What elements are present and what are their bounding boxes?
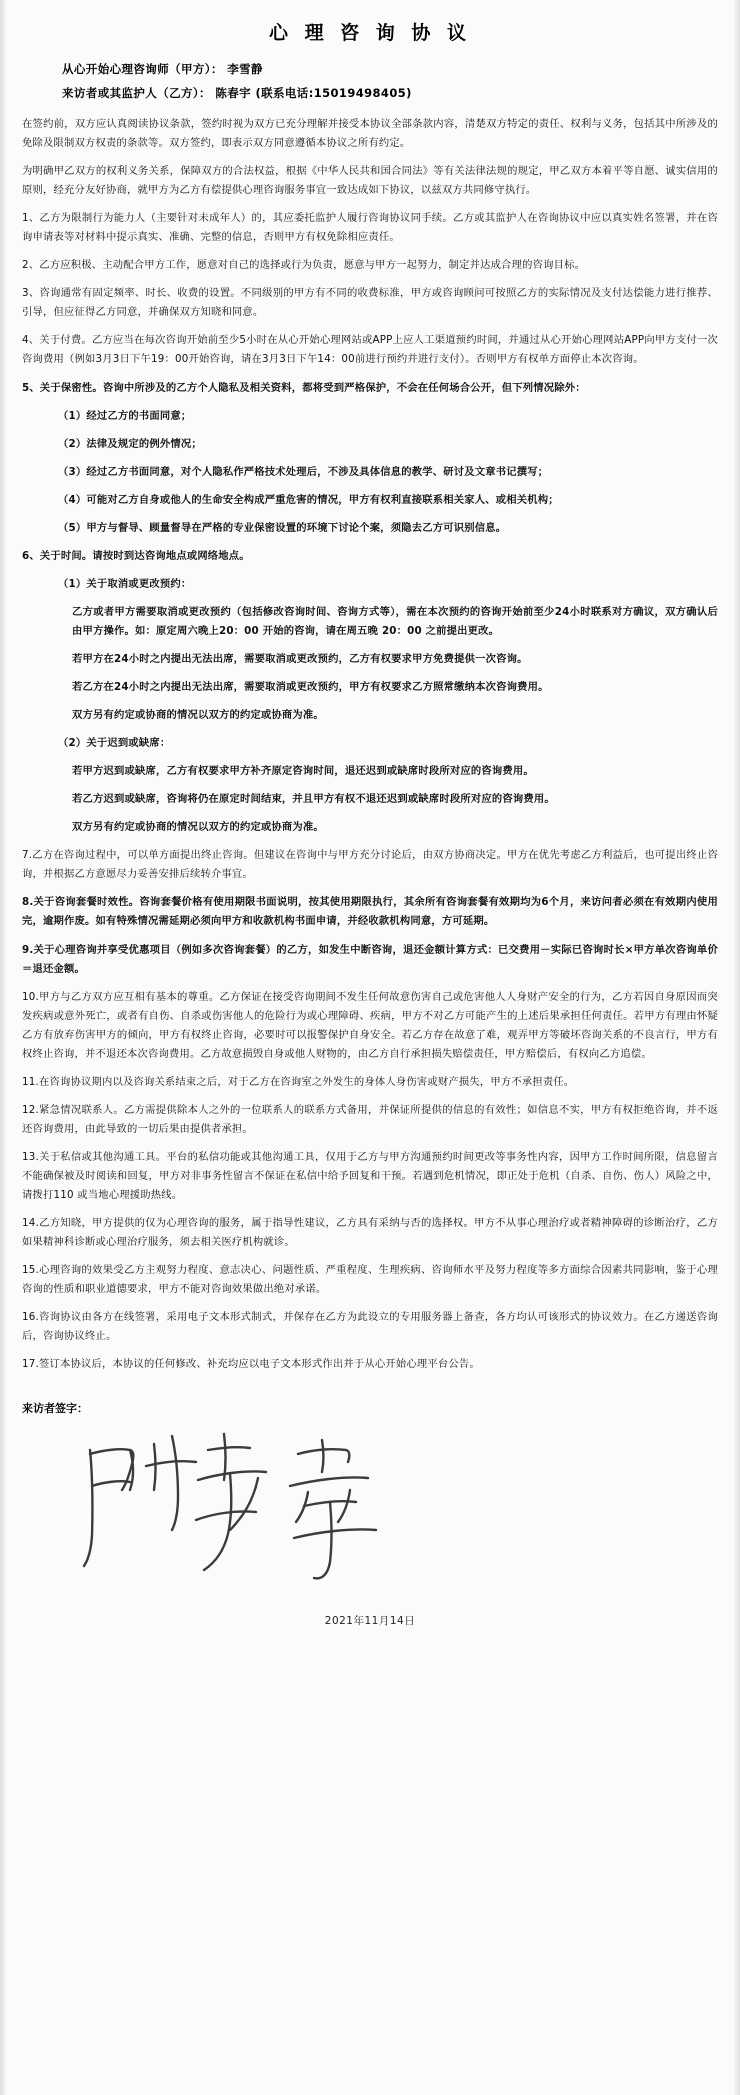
signature-label: 来访者签字：: [22, 1402, 88, 1416]
clause-subitem: 双方另有约定或协商的情况以双方的约定或协商为准。: [72, 709, 324, 722]
clause-paragraph: 14.乙方知晓，甲方提供的仅为心理咨询的服务，属于指导性建议，乙方具有采纳与否的选择权。甲方不从事心理治疗或者精神障碍的诊断治疗，乙方如果精神科诊断或心理治疗服务，须去相关医疗机构就诊。: [22, 1217, 718, 1249]
clause-subitem: （1）经过乙方的书面同意；: [58, 409, 192, 422]
party-b-line: 来访者或其监护人（乙方）： 陈春宇 (联系电话:15019498405): [62, 86, 412, 100]
clause-subitem: （1）关于取消或更改预约：: [58, 577, 192, 590]
clause-subitem: 若甲方在24小时之内提出无法出席，需要取消或更改预约，乙方有权要求甲方免费提供一次咨询。: [72, 652, 528, 665]
clause-subitem: （2）关于迟到或缺席：: [58, 737, 171, 750]
clause-paragraph: 13.关于私信或其他沟通工具。平台的私信功能或其他沟通工具，仅用于乙方与甲方沟通预约时间更改等事务性内容，因甲方工作时间所限，信息留言不能确保被及时阅读和回复，甲方对非事务性留言不保证在私信中给予回复和干预。若遇到危机情况，即正处于危机（自杀、自伤、伤人）风险之中，请拨打110 或当地心理援助热线。: [22, 1150, 718, 1202]
contract-body: [22, 115, 718, 1374]
clause-paragraph: 2、乙方应积极、主动配合甲方工作，愿意对自己的选择或行为负责，愿意与甲方一起努力，制定并达成合理的咨询目标。: [22, 259, 586, 272]
clause-subitem: （3）经过乙方书面同意，对个人隐私作严格技术处理后，不涉及具体信息的教学、研讨及文章书记撰写；: [58, 465, 549, 478]
clause-paragraph: 5、关于保密性。咨询中所涉及的乙方个人隐私及相关资料，都将受到严格保护，不会在任何场合公开，但下列情况除外：: [22, 381, 586, 394]
clause-subitem: 若乙方迟到或缺席，咨询将仍在原定时间结束，并且甲方有权不退还迟到或缺席时段所对应的咨询费用。: [72, 793, 555, 806]
clause-subitem: （4）可能对乙方自身或他人的生命安全构成严重危害的情况，甲方有权利直接联系相关家人、或相关机构；: [58, 493, 559, 506]
clause-paragraph: 在签约前，双方应认真阅读协议条款，签约时视为双方已充分理解并接受本协议全部条款内容，清楚双方特定的责任、权利与义务，包括其中所涉及的免除及限制双方权责的条款等。双方签约，即表示双方同意遵循本协议之所有约定。: [22, 118, 718, 150]
clause-paragraph: 为明确甲乙双方的权利义务关系，保障双方的合法权益，根据《中华人民共和国合同法》等有关法律法规的规定，甲乙双方本着平等自愿、诚实信用的原则，经充分友好协商，就甲方为乙方有偿提供心理咨询服务事宜一致达成如下协议，以兹双方共同修守执行。: [22, 165, 718, 197]
page-left-shadow: [0, 0, 7, 2095]
clause-paragraph: 1、乙方为限制行为能力人（主要针对未成年人）的，其应委托监护人履行咨询协议同手续。乙方或其监护人在咨询协议中应以真实姓名签署，并在咨询申请表等对材料中提示真实、准确、完整的信息，否则甲方有权免除相应责任。: [22, 212, 718, 244]
clause-subitem: （2）法律及规定的例外情况；: [58, 437, 202, 450]
clause-paragraph: 10.甲方与乙方双方应互相有基本的尊重。乙方保证在接受咨询期间不发生任何故意伤害自己或危害他人人身财产安全的行为，乙方若因自身原因而突发疾病或意外死亡，或者有自伤、自杀或伤害他人的危险行为或心理障碍、疾病，甲方不对乙方可能产生的上述后果承担任何责任。若甲方有理由怀疑乙方有放弃伤害甲方的倾向，甲方有权终止咨询，必要时可以报警保护自身安全。若乙方存在故意了难，观弄甲方等破坏咨询关系的不良言行，甲方有权终止咨询，并不退还本次咨询费用。乙方故意损毁自身或他人财物的，由乙方自行承担损失赔偿责任，甲方赔偿后，有权向乙方追偿。: [22, 990, 718, 1060]
clause-paragraph: 4、关于付费。乙方应当在每次咨询开始前至少5小时在从心开始心理网站或APP上应人工渠道预约时间，并通过从心开始心理网站APP向甲方支付一次咨询费用（例如3月3日下午19：00开始咨询，请在3月3日下午14：00前进行预约并进行支付）。否则甲方有权单方面停止本次咨询。: [22, 334, 718, 366]
party-a-line: 从心开始心理咨询师（甲方）： 李雪静: [62, 62, 263, 76]
clause-paragraph: 3、咨询通常有固定频率、时长、收费的设置。不同级别的甲方有不同的收费标准，甲方或咨询顾问可按照乙方的实际情况及支付达偿能力进行推荐、引导，但应征得乙方同意，并确保双方知晓和同意。: [22, 287, 718, 319]
signature-date: 2021年11月14日: [324, 1615, 416, 1628]
page-title: 心 理 咨 询 协 议: [268, 22, 472, 44]
clause-subitem: 若甲方迟到或缺席，乙方有权要求甲方补齐原定咨询时间，退还迟到或缺席时段所对应的咨询费用。: [72, 765, 534, 778]
signature-area: [68, 1420, 718, 1595]
clause-paragraph: 11.在咨询协议期内以及咨询关系结束之后，对于乙方在咨询室之外发生的身体人身伤害或财产损失，甲方不承担责任。: [22, 1075, 575, 1088]
clause-paragraph: 9.关于心理咨询并享受优惠项目（例如多次咨询套餐）的乙方，如发生中断咨询，退还金额计算方式：已交费用－实际已咨询时长×甲方单次咨询单价＝退还金额。: [22, 943, 718, 975]
clause-paragraph: 17.签订本协议后，本协议的任何修改、补充均应以电子文本形式作出并于从心开始心理平台公告。: [22, 1358, 480, 1371]
clause-paragraph: 12.紧急情况联系人。乙方需提供除本人之外的一位联系人的联系方式备用，并保证所提供的信息的有效性；如信息不实，甲方有权拒绝咨询，并不返还咨询费用，由此导致的一切后果由提供者承担。: [22, 1103, 718, 1135]
clause-paragraph: 8.关于咨询套餐时效性。咨询套餐价格有使用期限书面说明，按其使用期限执行，其余所有咨询套餐有效期均为6个月，来访问者必须在有效期内使用完，逾期作废。如有特殊情况需延期必须向甲方和收款机构书面申请，并经收款机构同意，方可延期。: [22, 896, 718, 928]
clause-paragraph: 6、关于时间。请按时到达咨询地点或网络地点。: [22, 549, 250, 562]
clause-subitem: 乙方或者甲方需要取消或更改预约（包括修改咨询时间、咨询方式等），需在本次预约的咨询开始前至少24小时联系对方确议，双方确认后由甲方操作。如：原定周六晚上20：00 开始的咨询，请在周五晚 20：00 之前提出更改。: [72, 605, 718, 637]
clause-paragraph: 7.乙方在咨询过程中，可以单方面提出终止咨询。但建议在咨询中与甲方充分讨论后，由双方协商决定。甲方在优先考虑乙方利益后，也可提出终止咨询，并根据乙方意愿尽力妥善安排后续转介事宜。: [22, 849, 718, 881]
clause-paragraph: 15.心理咨询的效果受乙方主观努力程度、意志决心、问题性质、严重程度、生理疾病、咨询师水平及努力程度等多方面综合因素共同影响，鉴于心理咨询的性质和职业道德要求，甲方不能对咨询效果做出绝对承诺。: [22, 1264, 718, 1296]
page-right-shadow: [733, 0, 740, 2095]
clause-paragraph: 16.咨询协议由各方在线签署，采用电子文本形式制式，并保存在乙方为此设立的专用服务器上备查，各方均认可该形式的协议效力。在乙方递送咨询后，咨询协议终止。: [22, 1311, 718, 1343]
clause-subitem: 双方另有约定或协商的情况以双方的约定或协商为准。: [72, 821, 324, 834]
clause-subitem: （5）甲方与督导、顾量督导在严格的专业保密设置的环境下讨论个案，须隐去乙方可识别信息。: [58, 521, 507, 534]
clause-subitem: 若乙方在24小时之内提出无法出席，需要取消或更改预约，甲方有权要求乙方照常缴纳本次咨询费用。: [72, 681, 549, 694]
handwritten-signature-icon: [68, 1420, 448, 1590]
